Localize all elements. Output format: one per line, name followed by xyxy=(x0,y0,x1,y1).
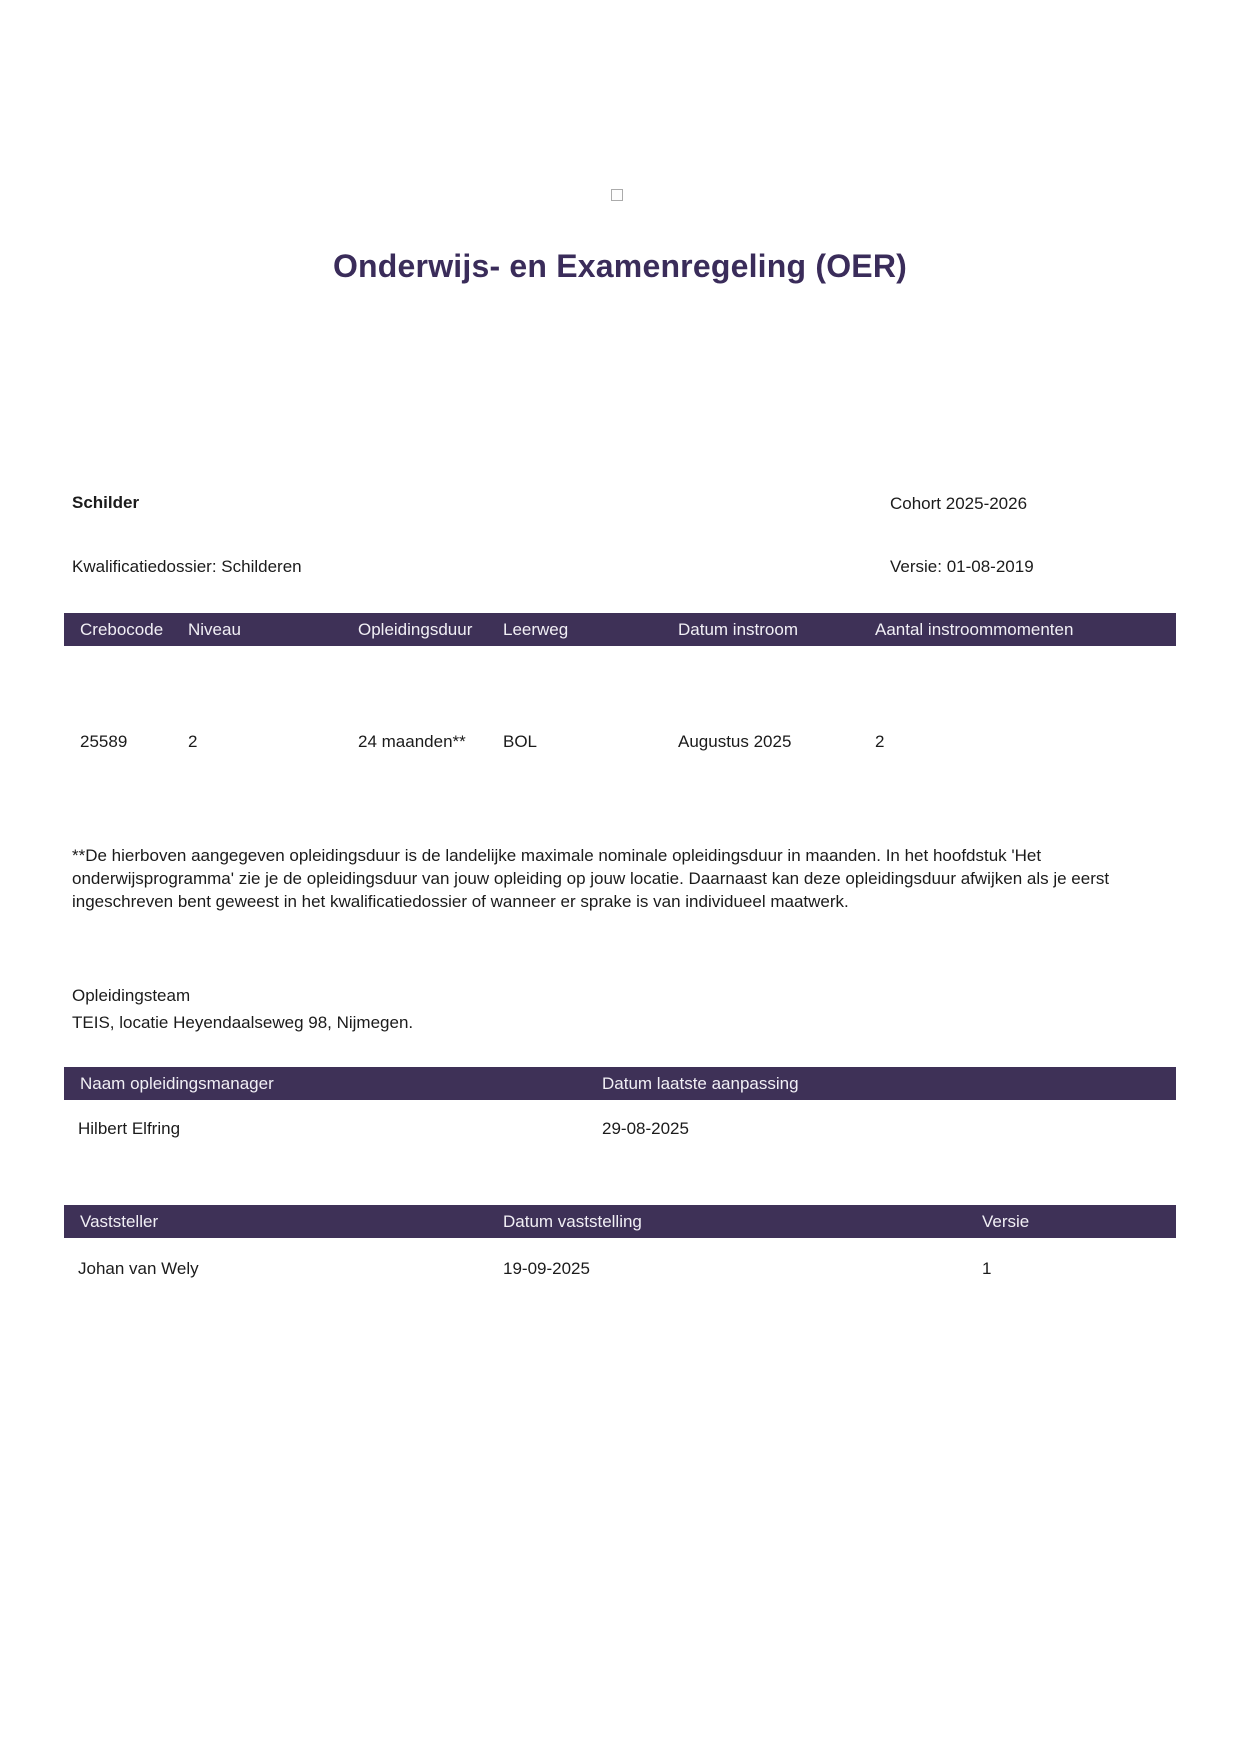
intake-col-niveau: Niveau xyxy=(188,620,241,639)
manager-cell-naam: Hilbert Elfring xyxy=(78,1119,181,1138)
intake-cell-aantal-instroommomenten: 2 xyxy=(875,732,885,751)
manager-col-naam: Naam opleidingsmanager xyxy=(80,1074,274,1093)
duration-footnote: **De hierboven aangegeven opleidingsduur is de landelijke maximale nominale opleidingsduur in maanden. In het hoofdstuk 'Het onderwijsprogramma' zie je de opleidingsduur van jouw opleiding op jouw locatie. Daarnaast kan deze opleidingsduur afwijken als je eerst ingeschreven bent geweest in het kwalificatiedossier of wanneer er sprake is van individueel maatwerk. xyxy=(72,846,1110,911)
manager-table-header xyxy=(64,1067,1176,1100)
approval-col-versie: Versie xyxy=(982,1212,1030,1231)
opleidingsteam-label: Opleidingsteam xyxy=(72,986,191,1005)
opleidingsteam-location: TEIS, locatie Heyendaalseweg 98, Nijmegen. xyxy=(72,1013,414,1032)
program-name: Schilder xyxy=(72,493,140,512)
intake-table-header xyxy=(64,613,1176,646)
intake-cell-niveau: 2 xyxy=(188,732,198,751)
intake-cell-datum-instroom: Augustus 2025 xyxy=(678,732,792,751)
broken-image-icon xyxy=(611,189,623,201)
manager-cell-datum: 29-08-2025 xyxy=(602,1119,689,1138)
manager-col-datum: Datum laatste aanpassing xyxy=(602,1074,799,1093)
approval-col-datum: Datum vaststelling xyxy=(503,1212,642,1231)
approval-col-vaststeller: Vaststeller xyxy=(80,1212,159,1231)
intake-col-datum-instroom: Datum instroom xyxy=(678,620,798,639)
approval-cell-datum: 19-09-2025 xyxy=(503,1259,590,1278)
approval-cell-versie: 1 xyxy=(982,1259,992,1278)
page-title: Onderwijs- en Examenregeling (OER) xyxy=(332,248,908,284)
qualification-dossier-label: Kwalificatiedossier: Schilderen xyxy=(72,557,302,576)
version-label: Versie: 01-08-2019 xyxy=(890,557,1034,576)
intake-col-crebocode: Crebocode xyxy=(80,620,164,639)
intake-cell-leerweg: BOL xyxy=(503,732,538,751)
intake-cell-crebocode: 25589 xyxy=(80,732,128,751)
intake-col-aantal-instroommomenten: Aantal instroommomenten xyxy=(875,620,1074,639)
cohort-label: Cohort 2025-2026 xyxy=(890,494,1028,513)
opleidingsteam-block xyxy=(72,982,413,1036)
intake-col-opleidingsduur: Opleidingsduur xyxy=(358,620,473,639)
approval-cell-vaststeller: Johan van Wely xyxy=(78,1259,199,1278)
intake-col-leerweg: Leerweg xyxy=(503,620,569,639)
intake-cell-opleidingsduur: 24 maanden** xyxy=(358,732,466,751)
approval-table-header xyxy=(64,1205,1176,1238)
